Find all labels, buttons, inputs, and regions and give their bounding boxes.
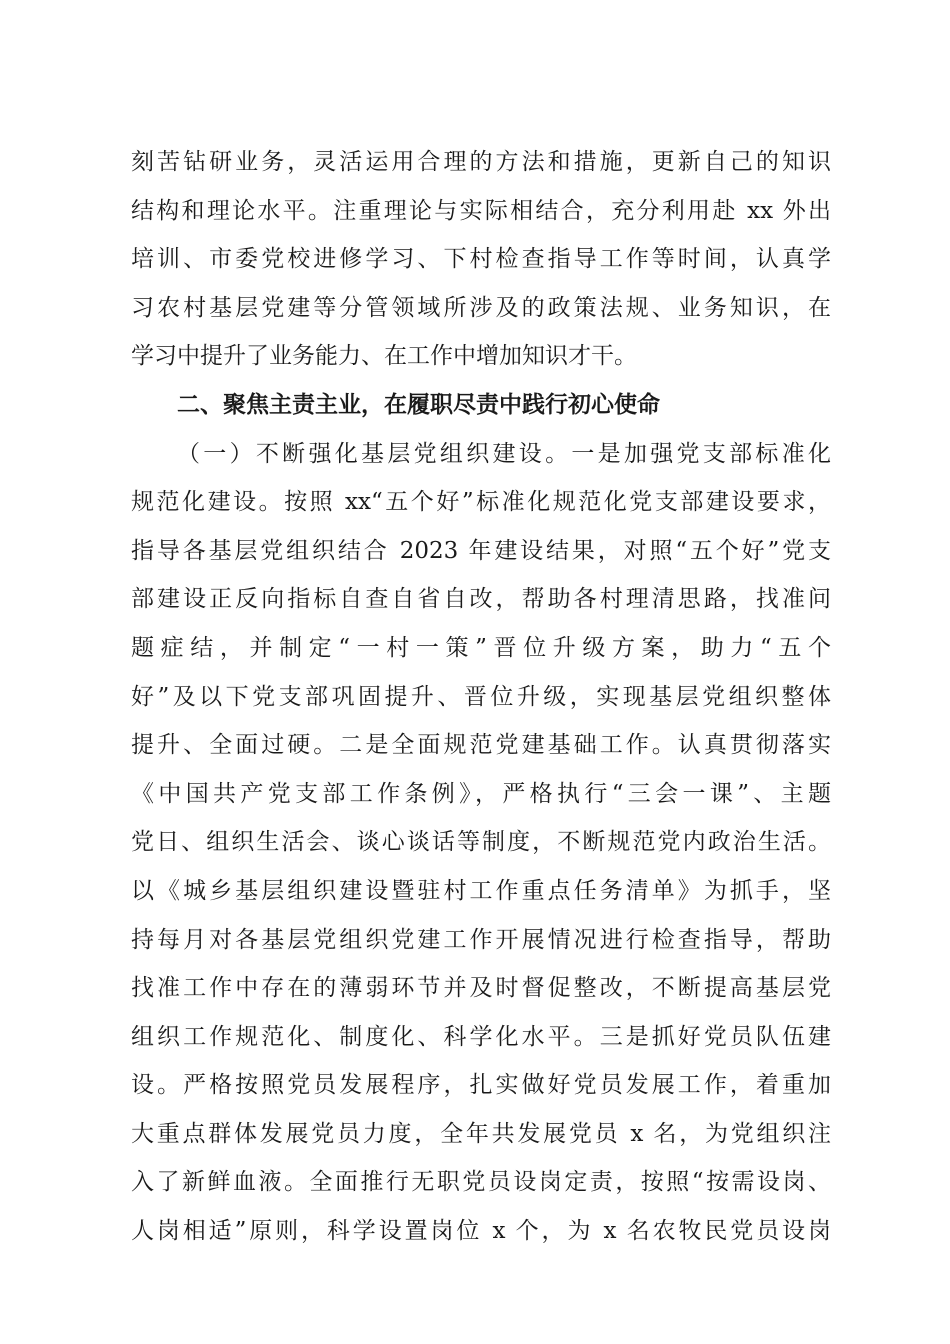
text-line: 以《城乡基层组织建设暨驻村工作重点任务清单》为抓手，坚: [131, 877, 831, 904]
text-line: 入了新鲜血液。全面推行无职党员设岗定责，按照“按需设岗、: [131, 1169, 831, 1196]
text-line: 刻苦钻研业务，灵活运用合理的方法和措施，更新自己的知识: [131, 149, 831, 175]
text-line: 培训、市委党校进修学习、下村检查指导工作等时间，认真学: [131, 246, 831, 273]
text-line: （一）不断强化基层党组织建设。一是加强党支部标准化: [177, 440, 831, 467]
text-line: 找准工作中存在的薄弱环节并及时督促整改，不断提高基层党: [131, 975, 831, 1002]
document-body: [131, 138, 831, 1256]
text-line: 结构和理论水平。注重理论与实际相结合，充分利用赴 xx 外出: [131, 197, 831, 224]
text-line: 大重点群体发展党员力度，全年共发展党员 x 名，为党组织注: [131, 1120, 831, 1147]
intro-paragraph: [131, 138, 831, 381]
text-line: 组织工作规范化、制度化、科学化水平。三是抓好党员队伍建: [131, 1023, 831, 1050]
text-line: 持每月对各基层党组织党建工作开展情况进行检查指导，帮助: [131, 926, 831, 953]
section-heading: 二、聚焦主责主业，在履职尽责中践行初心使命: [177, 391, 660, 418]
text-line: 党日、组织生活会、谈心谈话等制度，不断规范党内政治生活。: [131, 829, 831, 856]
text-line: 规范化建设。按照 xx“五个好”标准化规范化党支部建设要求，: [131, 489, 831, 516]
text-line: 习农村基层党建等分管领域所涉及的政策法规、业务知识，在: [131, 294, 831, 321]
text-line: 题症结，并制定“一村一策”晋位升级方案，助力“五个: [131, 634, 831, 661]
text-line: 部建设正反向指标自查自省自改，帮助各村理清思路，找准问: [131, 586, 831, 613]
text-line: 提升、全面过硬。二是全面规范党建基础工作。认真贯彻落实: [131, 732, 831, 759]
text-line: 人岗相适”原则，科学设置岗位 x 个，为 x 名农牧民党员设岗: [131, 1218, 831, 1245]
text-line: 《中国共产党支部工作条例》，严格执行“三会一课”、主题: [131, 780, 831, 807]
text-line: 设。严格按照党员发展程序，扎实做好党员发展工作，着重加: [131, 1072, 831, 1099]
main-paragraph: [131, 430, 831, 1256]
text-line: 好”及以下党支部巩固提升、晋位升级，实现基层党组织整体: [131, 683, 831, 710]
text-line: 学习中提升了业务能力、在工作中增加知识才干。: [131, 343, 637, 370]
text-line: 指导各基层党组织结合 2023 年建设结果，对照“五个好”党支: [131, 537, 831, 564]
